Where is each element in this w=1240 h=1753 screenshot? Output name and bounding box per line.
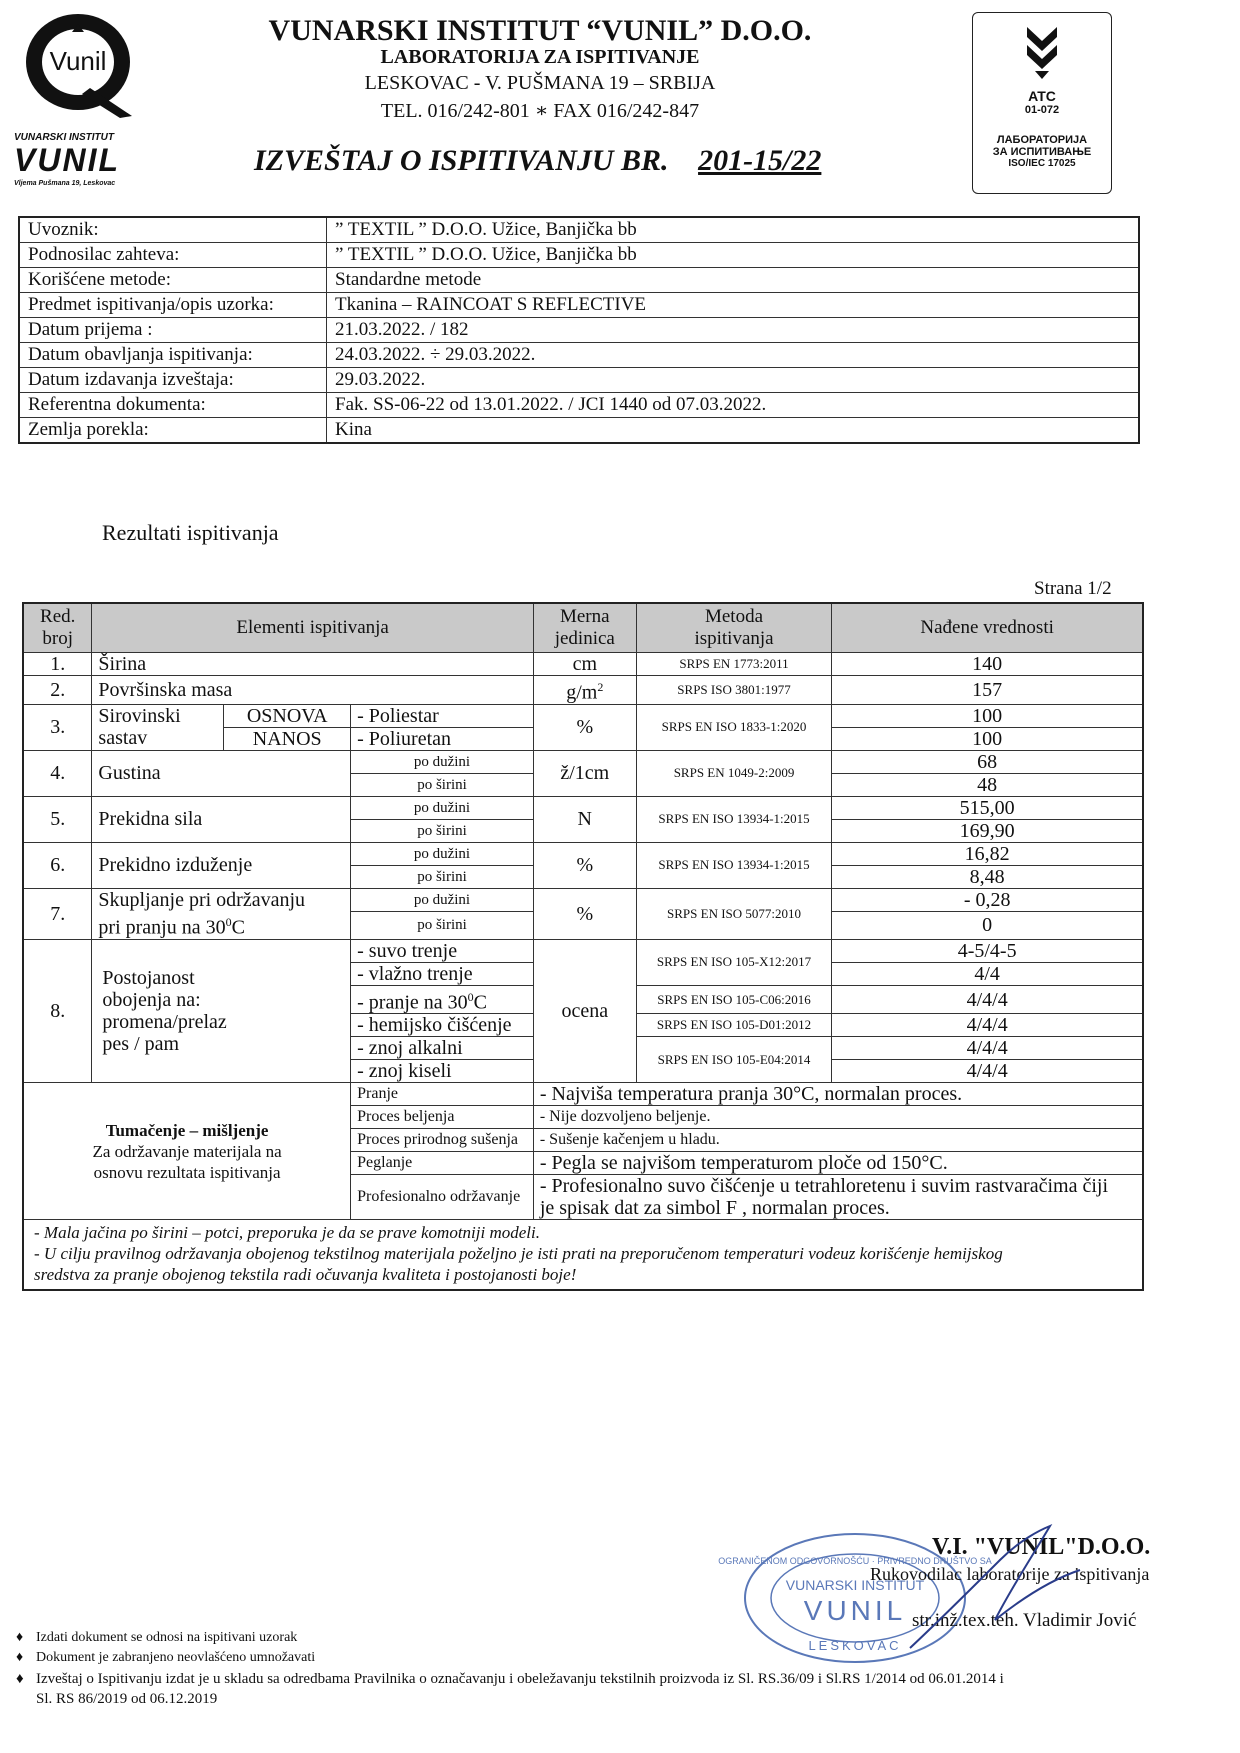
- info-key: Referentna dokumenta:: [19, 393, 327, 418]
- atc-standard: ISO/IEC 17025: [1008, 158, 1076, 169]
- opinion-row: Tumačenje – mišljenje Za održavanje materijala na osnovu rezultata ispitivanja Pranje - Najviša temperatura pranja 30°C, normalan proces.: [23, 1083, 1143, 1106]
- table-row: - znoj alkalni SRPS EN ISO 105-E04:2014 4/4/4: [23, 1037, 1143, 1060]
- signature-role: Rukovodilac laboratorije za ispitivanja: [870, 1564, 1150, 1584]
- col-vrednosti: Nađene vrednosti: [832, 603, 1143, 653]
- info-value: Tkanina – RAINCOAT S REFLECTIVE: [327, 293, 1140, 318]
- table-row: - znoj kiseli 4/4/4: [23, 1060, 1143, 1083]
- page-indicator: Strana 1/2: [1034, 578, 1112, 599]
- table-row: - vlažno trenje 4/4: [23, 962, 1143, 985]
- table-row: 3. Sirovinski OSNOVA - Poliestar % SRPS EN ISO 1833-1:2020 100: [23, 704, 1143, 727]
- table-row: 8. Postojanost obojenja na: promena/prelaz pes / pam - suvo trenje ocena SRPS EN ISO 105-X12:2017 4-5/4-5: [23, 939, 1143, 962]
- col-metoda: Metoda ispitivanja: [636, 603, 832, 653]
- info-row: [19, 293, 1139, 318]
- table-row: sastav NANOS - Poliuretan 100: [23, 727, 1143, 750]
- info-value: 21.03.2022. / 182: [327, 318, 1140, 343]
- table-row: po širini 48: [23, 773, 1143, 796]
- results-table: [22, 602, 1144, 1291]
- info-key: Zemlja porekla:: [19, 418, 327, 444]
- info-row: [19, 268, 1139, 293]
- table-row: 2. Površinska masa $g/m^2$ SRPS ISO 3801:1977 157: [23, 676, 1143, 705]
- sample-info-table: [18, 216, 1140, 444]
- table-row: po širini 169,90: [23, 819, 1143, 842]
- lab-name: LABORATORIJA ZA ISPITIVANJE: [380, 46, 700, 68]
- table-row: 4. Gustina po dužini ž/1cm SRPS EN 1049-2:2009 68: [23, 750, 1143, 773]
- phone-fax: TEL. 016/242-801 ∗ FAX 016/242-847: [380, 100, 700, 122]
- atc-number: 01-072: [1024, 104, 1060, 116]
- svg-text:Vunil: Vunil: [49, 46, 107, 76]
- info-key: Datum prijema :: [19, 318, 327, 343]
- table-row: - hemijsko čišćenje SRPS EN ISO 105-D01:2012 4/4/4: [23, 1014, 1143, 1037]
- atc-logo-icon: [1017, 23, 1067, 81]
- info-value: Fak. SS-06-22 od 13.01.2022. / JCI 1440 od 07.03.2022.: [327, 393, 1140, 418]
- results-heading: Rezultati ispitivanja: [102, 520, 279, 545]
- logo-q-emblem: [20, 8, 138, 120]
- results-header-row: [23, 603, 1143, 653]
- notes-row: [23, 1220, 1143, 1291]
- info-row: [19, 418, 1139, 444]
- footer-line-3: ♦ Izveštaj o Ispitivanju izdat je u skladu sa odredbama Pravilnika o označavanju i obeležavanju tekstilnih proizvoda iz Sl. RS.36/09 i Sl.RS 1/2014 od 06.01.2014 i: [16, 1671, 1004, 1687]
- table-row: 7. Skupljanje pri održavanju po dužini % SRPS EN ISO 5077:2010 - 0,28: [23, 888, 1143, 911]
- info-key: Datum obavljanja ispitivanja:: [19, 343, 327, 368]
- colorfastness-label: Postojanost obojenja na: promena/prelaz pes / pam: [92, 939, 351, 1083]
- atc-code: ATC: [1028, 88, 1056, 104]
- info-key: Korišćene metode:: [19, 268, 327, 293]
- info-key: Podnosilac zahteva:: [19, 243, 327, 268]
- info-value: ” TEXTIL ” D.O.O. Užice, Banjička bb: [327, 217, 1140, 243]
- info-value: 29.03.2022.: [327, 368, 1140, 393]
- info-row: [19, 217, 1139, 243]
- info-value: Standardne metode: [327, 268, 1140, 293]
- footer-line-2: ♦ Dokument je zabranjeno neovlašćeno umnožavati: [16, 1650, 316, 1665]
- signature-name: str.inž.tex.teh. Vladimir Jović: [912, 1610, 1137, 1631]
- table-row: 6. Prekidno izduženje po dužini % SRPS EN ISO 13934-1:2015 16,82: [23, 842, 1143, 865]
- report-label: IZVEŠTAJ O ISPITIVANJU BR.: [254, 144, 669, 177]
- info-value: ” TEXTIL ” D.O.O. Užice, Banjička bb: [327, 243, 1140, 268]
- info-value: 24.03.2022. ÷ 29.03.2022.: [327, 343, 1140, 368]
- footer-line-1: ♦ Izdati dokument se odnosi na ispitivani uzorak: [16, 1630, 298, 1645]
- logo-tag-top: VUNARSKI INSTITUT: [14, 132, 114, 143]
- table-row: - pranje na $30^0C$ SRPS EN ISO 105-C06:2016 4/4/4: [23, 985, 1143, 1014]
- atc-accreditation-badge: [972, 12, 1112, 194]
- report-number: 201-15/22: [698, 144, 822, 177]
- info-row: [19, 393, 1139, 418]
- info-row: [19, 368, 1139, 393]
- info-key: Datum izdavanja izveštaja:: [19, 368, 327, 393]
- info-row: [19, 243, 1139, 268]
- col-merna-jedinica: Merna jedinica: [533, 603, 636, 653]
- col-elementi: Elementi ispitivanja: [92, 603, 533, 653]
- opinion-row: Profesionalno održavanje - Profesionalno suvo čišćenje u tetrahloretenu i suvim rastvaračima čiji je spisak dat za simbol F , normalan proces.: [23, 1175, 1143, 1220]
- svg-text:VUNARSKI INSTITUT: VUNARSKI INSTITUT: [785, 1577, 925, 1593]
- notes-cell: - Mala jačina po širini – potci, preporuka je da se prave komotniji modeli. - U cilju pravilnog održavanja obojenog tekstilnog materijala poželjno je isti prati na preporučenom temperaturi vodeuz korišćenje hemijskog sredstva za pranje obojenog tekstila radi očuvanja kvaliteta i postojanosti boje!: [23, 1220, 1143, 1291]
- table-row: po širini 8,48: [23, 865, 1143, 888]
- report-title: [254, 144, 843, 178]
- info-key: Uvoznik:: [19, 217, 327, 243]
- opinion-row: Proces beljenja - Nije dozvoljeno beljenje.: [23, 1106, 1143, 1129]
- svg-text:OGRANIČENOM ODGOVORNOŠĆU · PRI: OGRANIČENOM ODGOVORNOŠĆU · PRIVREDNO DRUŠTVO SA: [718, 1556, 992, 1566]
- address: LESKOVAC - V. PUŠMANA 19 – SRBIJA: [364, 72, 716, 94]
- footer-line-4: Sl. RS 86/2019 od 06.12.2019: [36, 1691, 218, 1707]
- svg-text:VUNIL: VUNIL: [803, 1595, 907, 1626]
- opinion-row: Peglanje - Pegla se najvišom temperaturom ploče od 150°C.: [23, 1152, 1143, 1175]
- table-row: pri pranju na $30^0C$ po širini 0: [23, 911, 1143, 939]
- atc-line2: ЗА ИСПИТИВАЊЕ: [992, 146, 1092, 158]
- info-row: [19, 343, 1139, 368]
- logo-tag-main: VUNIL: [14, 142, 120, 178]
- opinion-row: Proces prirodnog sušenja - Sušenje kačenjem u hladu.: [23, 1129, 1143, 1152]
- institute-title: VUNARSKI INSTITUT “VUNIL” D.O.O.: [268, 14, 812, 47]
- info-value: Kina: [327, 418, 1140, 444]
- logo-tag-address: Vljema Pušmana 19, Leskovac: [14, 180, 116, 187]
- col-red-broj: Red. broj: [23, 603, 92, 653]
- table-row: 1. Širina cm SRPS EN 1773:2011 140: [23, 653, 1143, 676]
- opinion-cell: Tumačenje – mišljenje Za održavanje materijala na osnovu rezultata ispitivanja: [23, 1083, 351, 1220]
- signature-org: V.I. "VUNIL"D.O.O.: [932, 1534, 1151, 1560]
- svg-text:LESKOVAC: LESKOVAC: [808, 1638, 902, 1653]
- info-key: Predmet ispitivanja/opis uzorka:: [19, 293, 327, 318]
- atc-line1: ЛАБОРАТОРИЈА: [996, 134, 1088, 146]
- info-row: [19, 318, 1139, 343]
- handwritten-signature: [900, 1520, 1100, 1660]
- table-row: 5. Prekidna sila po dužini N SRPS EN ISO 13934-1:2015 515,00: [23, 796, 1143, 819]
